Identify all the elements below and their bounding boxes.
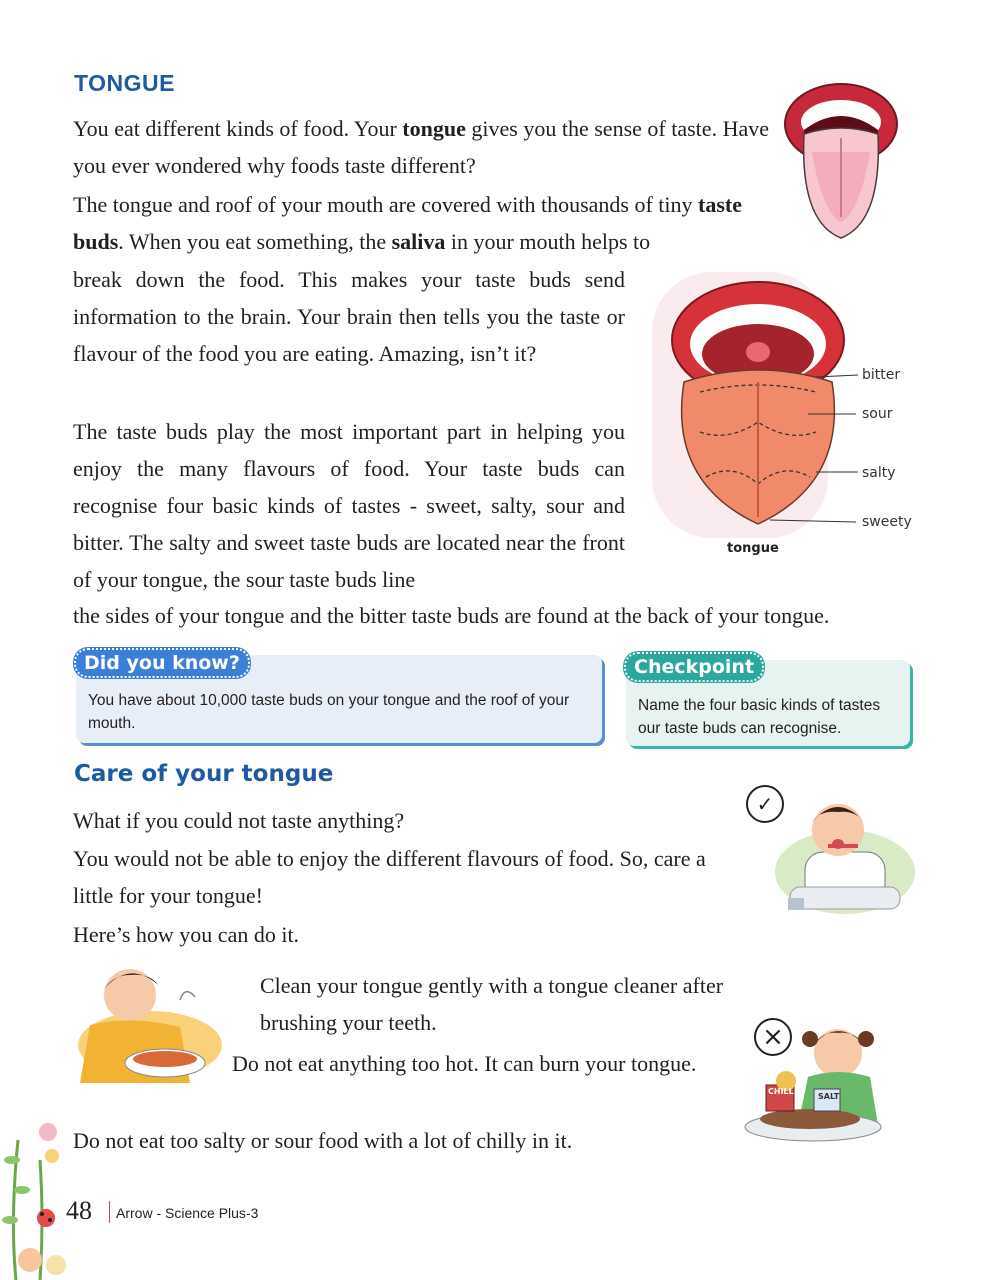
care-line-1: What if you could not taste anything? xyxy=(73,808,405,833)
floral-decoration xyxy=(0,1100,70,1280)
footer-divider xyxy=(109,1201,110,1223)
page-number: 48 xyxy=(66,1196,92,1225)
paragraph-taste-kinds: The taste buds play the most important part in helping you enjoy the many flavours of food. Your taste buds can recognise four basic kinds of tastes - sweet, salty, sour and bitter. The salty and sweet taste buds are located near the front of your tongue, the sour taste buds line xyxy=(73,419,625,592)
care-tip-clean: Clean your tongue gently with a tongue cleaner after brushing your teeth. xyxy=(260,973,724,1035)
section-title-tongue: TONGUE xyxy=(74,70,175,96)
paragraph-taste-buds: The tongue and roof of your mouth are covered with thousands of tiny taste buds. When you eat something, the saliva in your mouth helps to xyxy=(73,192,742,254)
diagram-label-bitter: bitter xyxy=(862,367,901,383)
diagram-caption: tongue xyxy=(727,541,779,556)
cross-mark-icon: × xyxy=(754,1018,792,1056)
checkpoint-text: Name the four basic kinds of tastes our taste buds can recognise. xyxy=(638,697,881,737)
did-you-know-text: You have about 10,000 taste buds on your tongue and the roof of your mouth. xyxy=(88,692,570,732)
did-you-know-tag: Did you know? xyxy=(74,648,250,678)
care-tip-salty: Do not eat too salty or sour food with a lot of chilly in it. xyxy=(73,1128,573,1153)
boy-eating-hot-food-illustration xyxy=(70,955,235,1085)
paragraph-intro: You eat different kinds of food. Your tongue gives you the sense of taste. Have you ever wondered why foods taste different? xyxy=(73,116,769,178)
diagram-label-salty: salty xyxy=(862,465,896,481)
mouth-tongue-illustration xyxy=(782,72,900,244)
chilli-packet-label: CHILLI xyxy=(768,1087,797,1096)
care-line-3: Here’s how you can do it. xyxy=(73,922,300,947)
book-title: Arrow - Science Plus-3 xyxy=(116,1205,259,1221)
diagram-label-sweety: sweety xyxy=(862,514,912,530)
checkpoint-tag: Checkpoint xyxy=(624,652,764,682)
care-tip-hot: Do not eat anything too hot. It can burn your tongue. xyxy=(232,1051,697,1076)
section-title-care: Care of your tongue xyxy=(74,761,334,787)
boy-cleaning-tongue-illustration xyxy=(770,792,915,917)
paragraph-brain: break down the food. This makes your taste buds send information to the brain. Your brain then tells you the taste or flavour of the food you are eating. Amazing, isn’t it? xyxy=(73,267,625,366)
salt-packet-label: SALT xyxy=(818,1092,840,1101)
check-mark-icon: ✓ xyxy=(746,785,784,823)
paragraph-taste-kinds-end: the sides of your tongue and the bitter taste buds are found at the back of your tongue. xyxy=(73,603,830,628)
care-line-2: You would not be able to enjoy the different flavours of food. So, care a little for your tongue! xyxy=(73,846,706,908)
diagram-label-sour: sour xyxy=(862,406,893,422)
girl-salty-food-illustration xyxy=(738,1015,908,1145)
